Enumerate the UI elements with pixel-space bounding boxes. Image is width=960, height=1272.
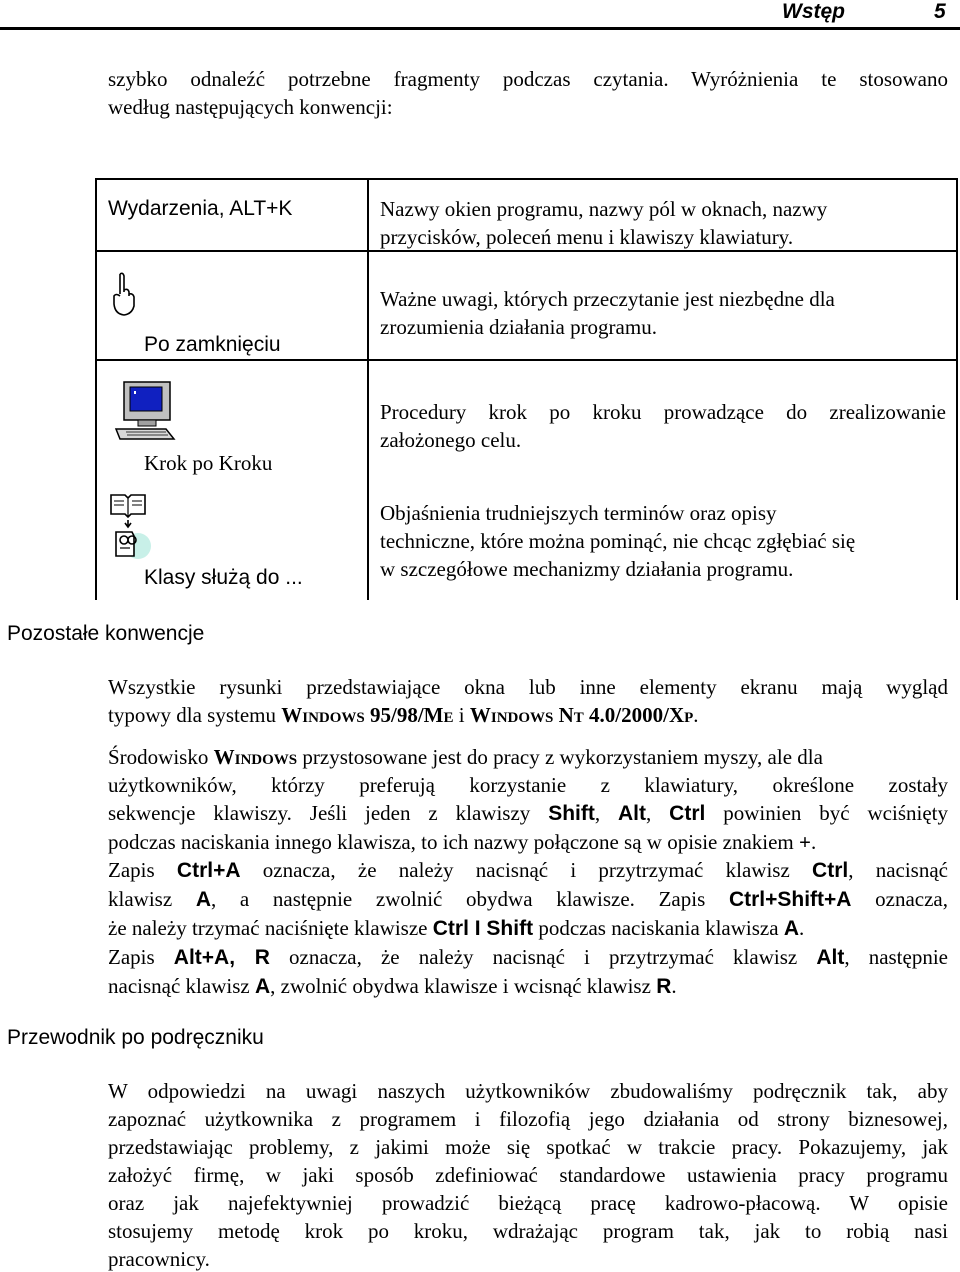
table-divider: [95, 359, 958, 361]
convention-description: [380, 285, 946, 341]
text-line: według następujących konwencji:: [108, 95, 393, 119]
text-line: założonego celu.: [380, 428, 522, 452]
text-line: zapoznać użytkownika z programem i filozofią jego działania od strony biznesowej,: [108, 1107, 948, 1131]
chapter-title: Wstęp: [782, 0, 845, 23]
table-column-divider: [367, 178, 369, 600]
text-line: Środowisko Windows przystosowane jest do pracy z wykorzystaniem myszy, ale dla: [108, 745, 823, 769]
text-line: w szczegółowe mechanizmy działania programu.: [380, 557, 794, 581]
paragraph-keyboard: [108, 743, 948, 1001]
text-line: podczas naciskania innego klawisza, to ich nazwy połączone są w opisie znakiem +.: [108, 830, 817, 854]
section-heading: Przewodnik po podręczniku: [7, 1026, 264, 1049]
text-line: założyć firmę, w jaki sposób zdefiniować standardowe ustawienia pracy programu: [108, 1163, 948, 1187]
convention-label: Klasy służą do ...: [144, 566, 303, 589]
convention-description: [380, 398, 946, 454]
convention-description: [380, 499, 946, 583]
page-header: [0, 0, 960, 30]
text-line: przedstawiając problemy, z jakimi może się spotkać w trakcie pracy. Pokazujemy, jak: [108, 1135, 948, 1159]
convention-label: Krok po Kroku: [144, 451, 273, 475]
text-line: zrozumienia działania programu.: [380, 315, 657, 339]
text-line: pracownicy.: [108, 1247, 210, 1271]
convention-label: Po zamknięciu: [144, 333, 281, 356]
convention-label: Wydarzenia, ALT+K: [108, 197, 293, 220]
text-line: Ważne uwagi, których przeczytanie jest niezbędne dla: [380, 287, 835, 311]
intro-paragraph: [108, 65, 948, 121]
text-line: Nazwy okien programu, nazwy pól w oknach, nazwy: [380, 197, 828, 221]
computer-icon: [114, 381, 176, 441]
convention-description: [380, 195, 946, 251]
text-line: oraz jak najefektywniej prowadzić bieżącą pracę kadrowo-płacową. W opisie: [108, 1191, 948, 1215]
text-line: użytkowników, którzy preferują korzystanie z klawiatury, określone zostały: [108, 773, 948, 797]
text-line: typowy dla systemu Windows 95/98/Me i Windows Nt 4.0/2000/Xp.: [108, 703, 699, 727]
paragraph-screens: [108, 673, 948, 729]
page-number: 5: [934, 0, 946, 23]
text-line: Wszystkie rysunki przedstawiające okna lub inne elementy ekranu mają wygląd: [108, 675, 948, 699]
text-line: W odpowiedzi na uwagi naszych użytkowników zbudowaliśmy podręcznik tak, aby: [108, 1079, 948, 1103]
text-line: Zapis Ctrl+A oznacza, że należy nacisnąć i przytrzymać klawisz Ctrl, nacisnąć: [108, 858, 948, 882]
text-line: że należy trzymać naciśnięte klawisze Ctrl I Shift podczas naciskania klawisza A.: [108, 916, 805, 940]
text-line: techniczne, które można pominąć, nie chcąc zgłębiać się: [380, 529, 856, 553]
text-line: Objaśnienia trudniejszych terminów oraz opisy: [380, 501, 777, 525]
text-line: klawisz A, a następnie zwolnić obydwa klawisze. Zapis Ctrl+Shift+A oznacza,: [108, 887, 948, 911]
section-heading: Pozostałe konwencje: [7, 622, 205, 645]
text-line: sekwencje klawiszy. Jeśli jeden z klawiszy Shift, Alt, Ctrl powinien być wciśnięty: [108, 801, 948, 825]
pointing-hand-icon: [110, 272, 138, 318]
text-line: Procedury krok po kroku prowadzące do zrealizowanie: [380, 400, 946, 424]
book-magnifier-icon: [108, 492, 152, 562]
text-line: szybko odnaleźć potrzebne fragmenty podczas czytania. Wyróżnienia te stosowano: [108, 67, 948, 91]
paragraph-guide: [108, 1077, 948, 1272]
text-line: Zapis Alt+A, R oznacza, że należy nacisnąć i przytrzymać klawisz Alt, następnie: [108, 945, 948, 969]
text-line: nacisnąć klawisz A, zwolnić obydwa klawisze i wcisnąć klawisz R.: [108, 974, 677, 998]
text-line: przycisków, poleceń menu i klawiszy klawiatury.: [380, 225, 794, 249]
text-line: stosujemy metodę krok po kroku, wdrażając program tak, jak to robią nasi: [108, 1219, 948, 1243]
